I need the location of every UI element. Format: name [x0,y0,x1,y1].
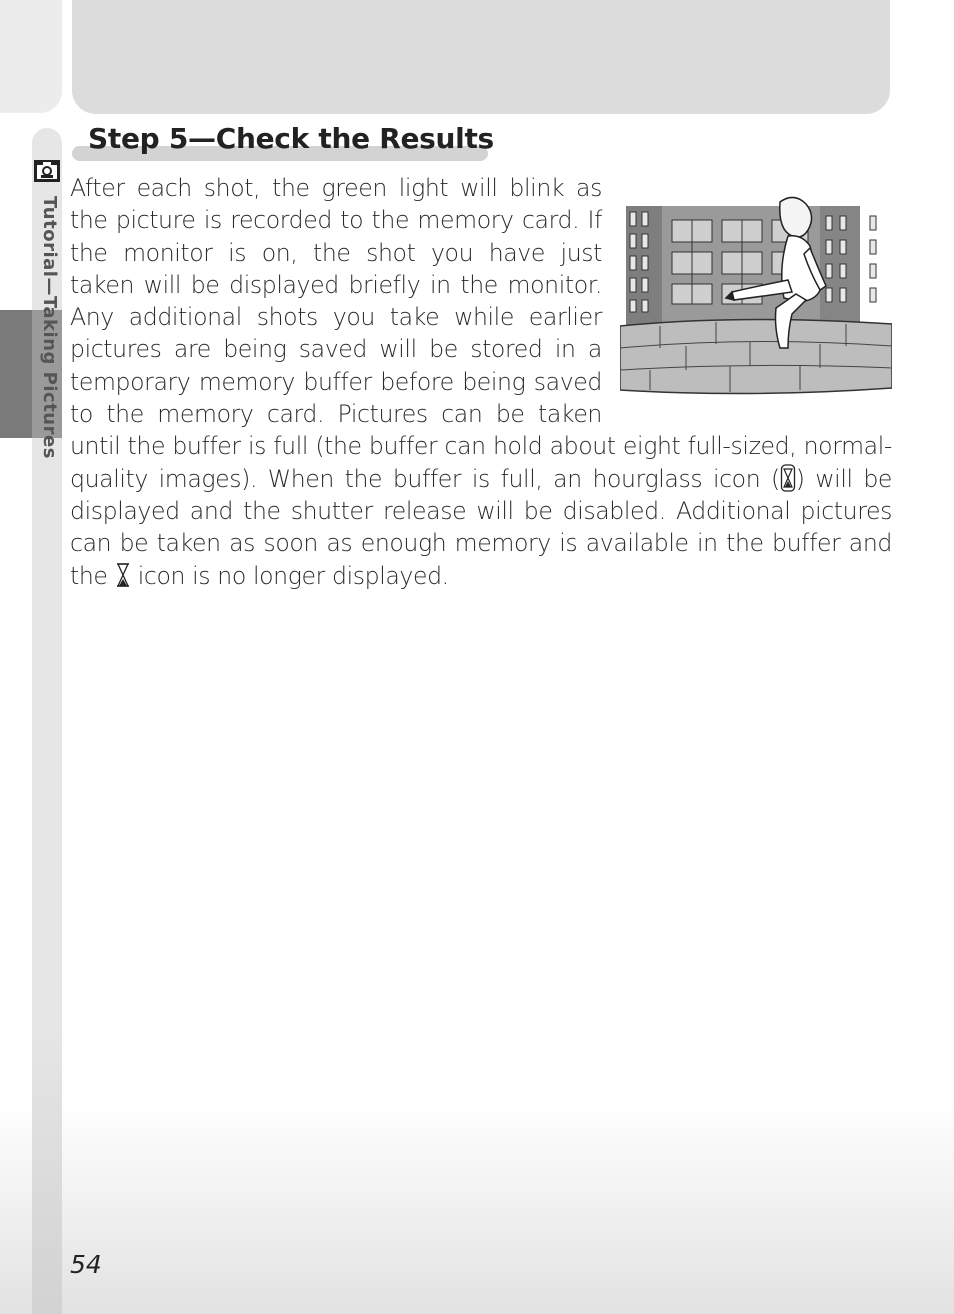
body-text-part2: ) will be displayed and the shutter release will be disabled. Additional pictures can be taken as soon as enough memory is available in the buffer and the [70,464,893,590]
body-text-part3: icon is no longer displayed. [130,561,449,590]
camera-mode-icon [33,156,61,184]
body-paragraph [70,172,892,592]
page-title: Step 5—Check the Results [88,122,494,155]
side-section-tab [0,310,32,438]
body-text-part1: After each shot, the green light will blink as the picture is recorded to the memory card. If the monitor is on, the shot you have just taken will be displayed briefly in the monitor. Any additional shots you take while earlier pictures are being saved will be stored in a temporary memory buffer before being saved to the memory card. Pictures can be taken until the buffer is full (the buffer can hold about eight full-sized, normal-quality images). When the buffer is full, an hourglass icon ( [70,174,892,493]
woman-sitting-on-wall-illustration [620,176,892,408]
hourglass-icon [115,560,131,590]
hourglass-icon [780,463,796,493]
top-banner [72,0,890,114]
section-label: Tutorial—Taking Pictures [39,196,60,459]
page-number: 54 [70,1250,102,1279]
top-left-tab [0,0,62,113]
